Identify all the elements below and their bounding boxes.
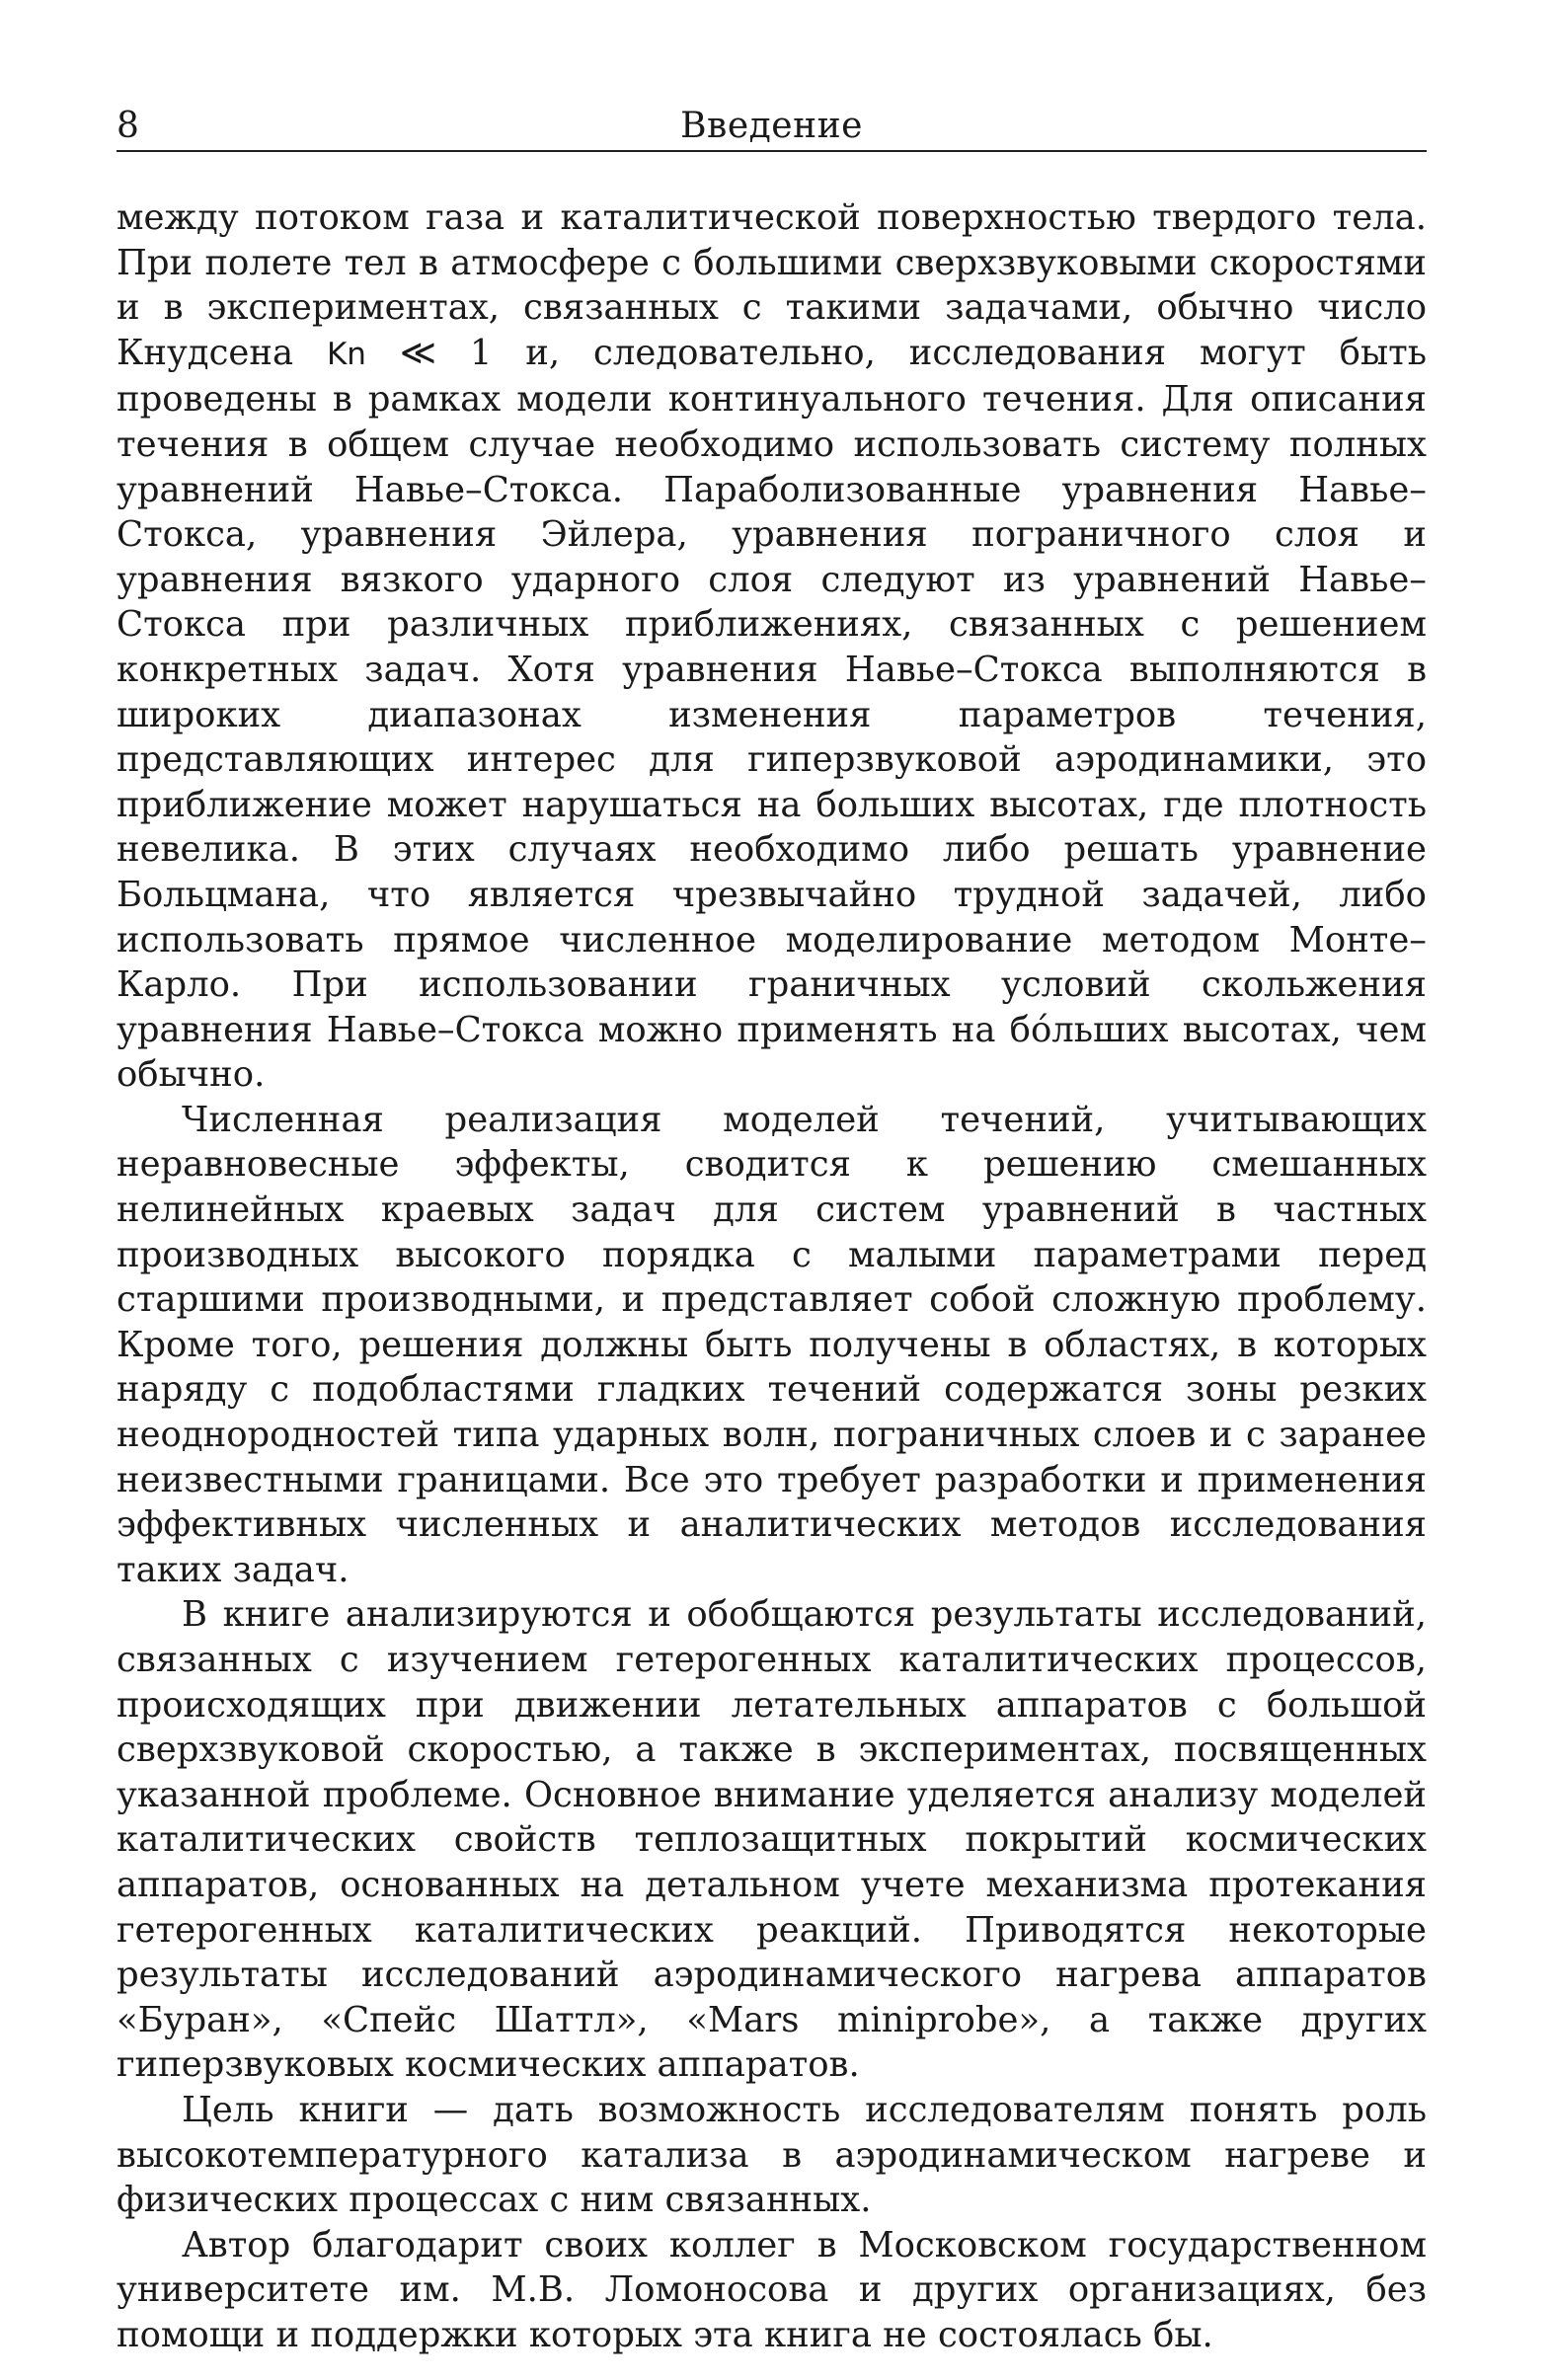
paragraph-3: В книге анализируются и обобщаются результаты исследований, связанных с изучением гетерогенных каталитических процессов, происходящих при движении летательных аппаратов с большой сверхзвуковой скоростью, а также в экспериментах, посвященных указанной проблеме. Основное внимание уделяется анализу моделей каталитических свойств теплозащитных покрытий космических аппаратов, основанных на детальном учете механизма протекания гетерогенных каталитических реакций. Приводятся некоторые результаты исследований аэродинамического нагрева аппаратов «Буран», «Спейс Шаттл», «Mars miniprobe», а также других гиперзвуковых космических аппаратов. — [116, 1594, 1427, 2086]
page-header — [116, 99, 1427, 152]
page-number: 8 — [116, 106, 139, 146]
knudsen-number-symbol: Kn — [326, 336, 366, 372]
paragraph-1-text-before: между потоком газа и каталитической поверхностью твердого тела. При полете тел в атмосфере с большими сверхзвуковыми скоростями и в экспериментах, связанных с такими задачами, обычно число Кнудсена — [116, 197, 1427, 373]
paragraph-1 — [116, 195, 1427, 1098]
paragraph-2: Численная реализация моделей течений, учитывающих неравновесные эффекты, сводится к решению смешанных нелинейных краевых задач для систем уравнений в частных производных высокого порядка с малыми параметрами перед старшими производными, и представляет собой сложную проблему. Кроме того, решения должны быть получены в областях, в которых наряду с подобластями гладких течений содержатся зоны резких неоднородностей типа ударных волн, пограничных слоев и с заранее неизвестными границами. Все это требует разработки и применения эффективных численных и аналитических методов исследования таких задач. — [116, 1099, 1427, 1590]
paragraph-1-text-after: ≪ 1 и, следовательно, исследования могут быть проведены в рамках модели континуального течения. Для описания течения в общем случае необходимо использовать систему полных уравнений Навье–Стокса. Параболизованные уравнения Навье–Стокса, уравнения Эйлера, уравнения пограничного слоя и уравнения вязкого ударного слоя следуют из уравнений Навье–Стокса при различных приближениях, связанных с решением конкретных задач. Хотя уравнения Навье–Стокса выполняются в широких диапазонах изменения параметров течения, представляющих интерес для гиперзвуковой аэродинамики, это приближение может нарушаться на больших высотах, где плотность невелика. В этих случаях необходимо либо решать уравнение Больцмана, что является чрезвычайно трудной задачей, либо использовать прямое численное моделирование методом Монте–Карло. При использовании граничных условий скольжения уравнения Навье–Стокса можно применять на бóльших высотах, чем обычно. — [116, 332, 1427, 1096]
paragraph-4: Цель книги — дать возможность исследователям понять роль высокотемпературного катализа в аэродинамическом нагреве и физических процессах с ним связанных. — [116, 2089, 1427, 2221]
page-body — [116, 195, 1427, 2358]
paragraph-5: Автор благодарит своих коллег в Московском государственном университете им. М.В. Ломоносова и других организациях, без помощи и поддержки которых эта книга не состоялась бы. — [116, 2224, 1427, 2355]
running-title: Введение — [680, 106, 863, 146]
